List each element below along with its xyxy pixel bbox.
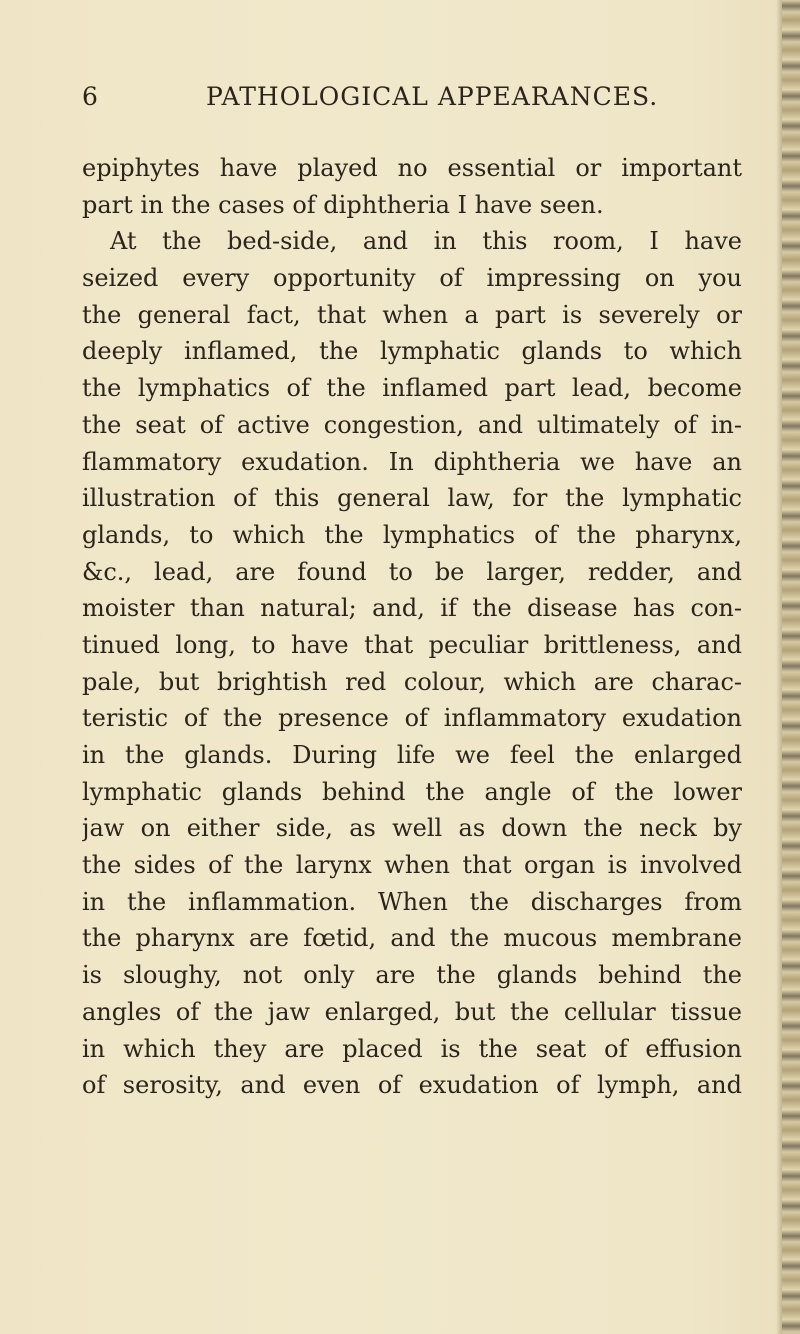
text-line: seized every opportunity of impressing on you	[82, 264, 742, 293]
body-text	[82, 150, 742, 1104]
text-line: glands, to which the lymphatics of the pharynx,	[82, 520, 742, 549]
text-line: flammatory exudation. In diphtheria we have an	[82, 447, 742, 476]
text-line: the pharynx are fœtid, and the mucous membrane	[82, 924, 742, 953]
text-line: in the inflammation. When the discharges from	[82, 887, 742, 916]
text-line: of serosity, and even of exudation of lymph, and	[82, 1071, 742, 1100]
text-line: is sloughy, not only are the glands behind the	[82, 961, 742, 990]
text-line: the seat of active congestion, and ultimately of in-	[82, 410, 742, 439]
page-edge	[782, 0, 800, 1334]
running-head: PATHOLOGICAL APPEARANCES.	[206, 82, 659, 111]
text-line: the lymphatics of the inflamed part lead, become	[82, 374, 742, 403]
text-line: jaw on either side, as well as down the neck by	[82, 814, 742, 843]
text-line: moister than natural; and, if the disease has con-	[82, 594, 742, 623]
text-line: the general fact, that when a part is severely or	[82, 300, 742, 329]
text-line: in the glands. During life we feel the enlarged	[82, 741, 742, 769]
text-line: deeply inflamed, the lymphatic glands to which	[82, 337, 742, 366]
text-line: epiphytes have played no essential or important	[82, 154, 742, 182]
page-number: 6	[82, 82, 99, 111]
text-line: At the bed-side, and in this room, I have	[110, 227, 742, 256]
text-line: pale, but brightish red colour, which are charac-	[82, 667, 742, 696]
text-line: the sides of the larynx when that organ is involved	[82, 851, 742, 880]
text-line: tinued long, to have that peculiar brittleness, and	[82, 630, 742, 659]
page-header	[82, 82, 732, 122]
text-line: in which they are placed is the seat of effusion	[82, 1034, 742, 1063]
text-line: part in the cases of diphtheria I have seen.	[82, 190, 604, 219]
text-line: angles of the jaw enlarged, but the cellular tissue	[82, 997, 742, 1026]
text-line: lymphatic glands behind the angle of the lower	[82, 777, 742, 806]
text-line: &c., lead, are found to be larger, redder, and	[82, 557, 742, 586]
text-line: teristic of the presence of inflammatory exudation	[82, 704, 742, 733]
text-line: illustration of this general law, for the lymphatic	[82, 484, 742, 513]
